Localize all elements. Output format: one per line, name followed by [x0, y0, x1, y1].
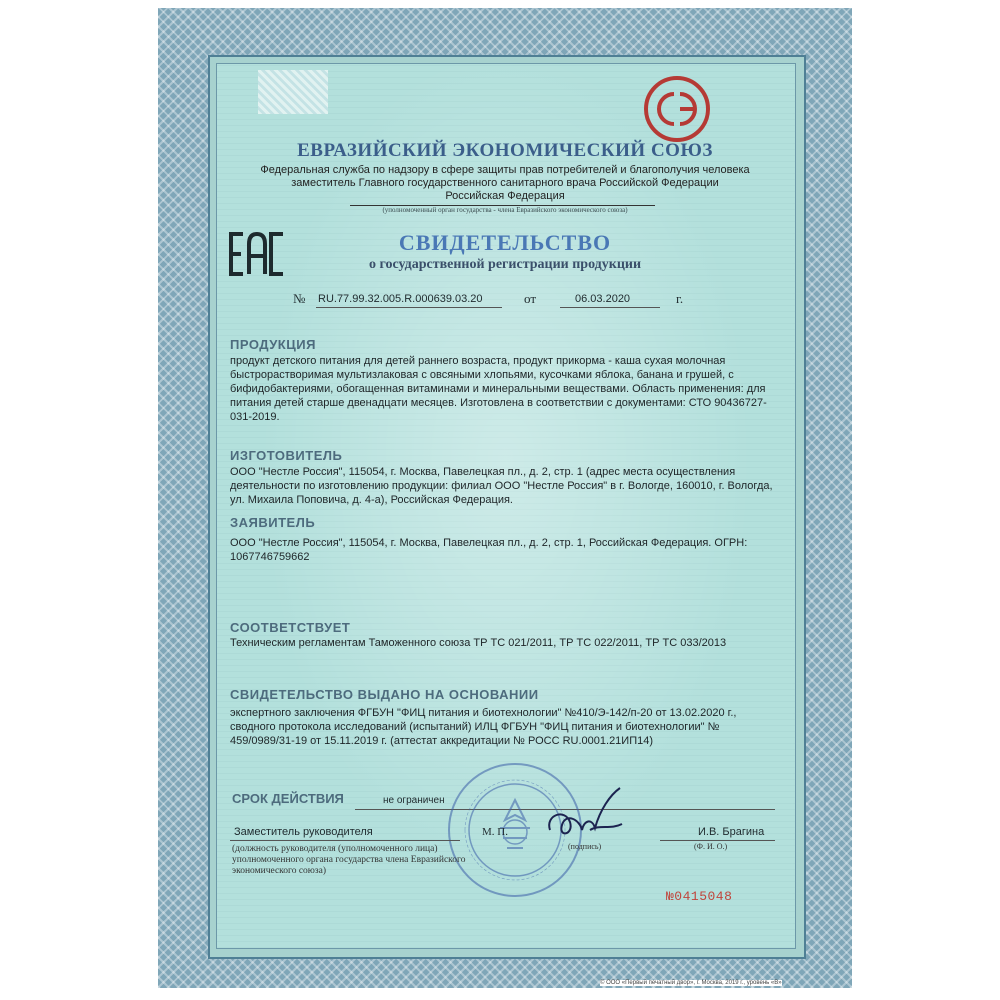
conforms-text: Техническим регламентам Таможенного союза ТР ТС 021/2011, ТР ТС 022/2011, ТР ТС 033/2013 — [230, 637, 727, 649]
serial-number: №0415048 — [666, 889, 733, 904]
validity-value: не ограничен — [383, 795, 445, 806]
authority-line-1: Федеральная служба по надзору в сфере защиты прав потребителей и благополучия человека — [260, 164, 750, 176]
issuing-authority — [216, 164, 794, 203]
signer-name: И.В. Брагина — [698, 826, 765, 838]
applicant-heading: ЗАЯВИТЕЛЬ — [230, 515, 316, 530]
hologram-strip — [258, 70, 328, 114]
role-caption: (должность руководителя (уполномоченного лица) уполномоченного органа государства члена Евразийского экономического союза) — [232, 844, 466, 876]
certificate-subtitle: о государственной регистрации продукции — [368, 257, 642, 272]
year-suffix: г. — [676, 291, 684, 306]
printer-note: © ООО «Первый печатный двор», г. Москва, 2019 г., уровень «В» — [600, 980, 782, 986]
basis-text: экспертного заключения ФГБУН "ФИЦ питания и биотехнологии" №410/Э-142/п-20 от 13.02.2020 г., сводного протокола исследований (испытаний) ИЛЦ ФГБУН "ФИЦ питания и биотехнологии" № 459/0989/31-19 от 15.11.2019 г. (аттестат аккредитации № РОСС RU.0001.21ИП14) — [230, 707, 737, 747]
manufacturer-heading: ИЗГОТОВИТЕЛЬ — [230, 448, 343, 463]
signature-caption: (подпись) — [568, 842, 602, 851]
number-underline — [316, 307, 502, 308]
registration-date: 06.03.2020 — [575, 293, 631, 305]
date-label: от — [524, 291, 537, 306]
seal-place-label: М. П. — [482, 826, 508, 838]
authority-line-3: Российская Федерация — [445, 190, 565, 202]
product-text: продукт детского питания для детей раннего возраста, продукт прикорма - каша сухая молочная быстрорастворимая мультизлаковая с овсяными хлопьями, кусочками яблока, банана и грушей, с бифидобактериями, обогащенная витаминами и минеральными веществами. Область применения: для питания детей старше двенадцати месяцев. Изготовлена в соответствии с документами: СТО 90436727-031-2019. — [230, 355, 767, 423]
name-underline — [660, 840, 775, 841]
conforms-heading: СООТВЕТСТВУЕТ — [230, 620, 351, 635]
fio-caption: (Ф. И. О.) — [694, 842, 728, 851]
certificate-title: СВИДЕТЕЛЬСТВО — [398, 230, 612, 255]
handwritten-signature — [540, 780, 630, 850]
applicant-text: ООО "Нестле Россия", 115054, г. Москва, Павелецкая пл., д. 2, стр. 1, Российская Федерация. ОГРН: 1067746759662 — [230, 537, 748, 563]
union-title: ЕВРАЗИЙСКИЙ ЭКОНОМИЧЕСКИЙ СОЮЗ — [297, 140, 713, 161]
basis-heading: СВИДЕТЕЛЬСТВО ВЫДАНО НА ОСНОВАНИИ — [230, 687, 539, 702]
signer-role: Заместитель руководителя — [234, 826, 373, 838]
validity-label: СРОК ДЕЙСТВИЯ — [232, 791, 344, 806]
date-underline — [560, 307, 660, 308]
manufacturer-text: ООО "Нестле Россия", 115054, г. Москва, Павелецкая пл., д. 2, стр. 1 (адрес места осуществления деятельности по изготовлению продукции: филиал ООО "Нестле Россия" в г. Вологде, 160010, г. Вологда, ул. Михаила Поповича, д. 4-а), Российская Федерация. — [230, 466, 773, 506]
authority-caption: (уполномоченный орган государства - члена Евразийского экономического союза) — [382, 206, 628, 214]
authority-line-2: заместитель Главного государственного санитарного врача Российской Федерации — [291, 177, 719, 189]
registration-number: RU.77.99.32.005.R.000639.03.20 — [318, 293, 483, 305]
role-underline — [230, 840, 460, 841]
product-heading: ПРОДУКЦИЯ — [230, 337, 316, 352]
number-label: № — [293, 291, 306, 306]
ce-logo-icon — [640, 72, 714, 146]
